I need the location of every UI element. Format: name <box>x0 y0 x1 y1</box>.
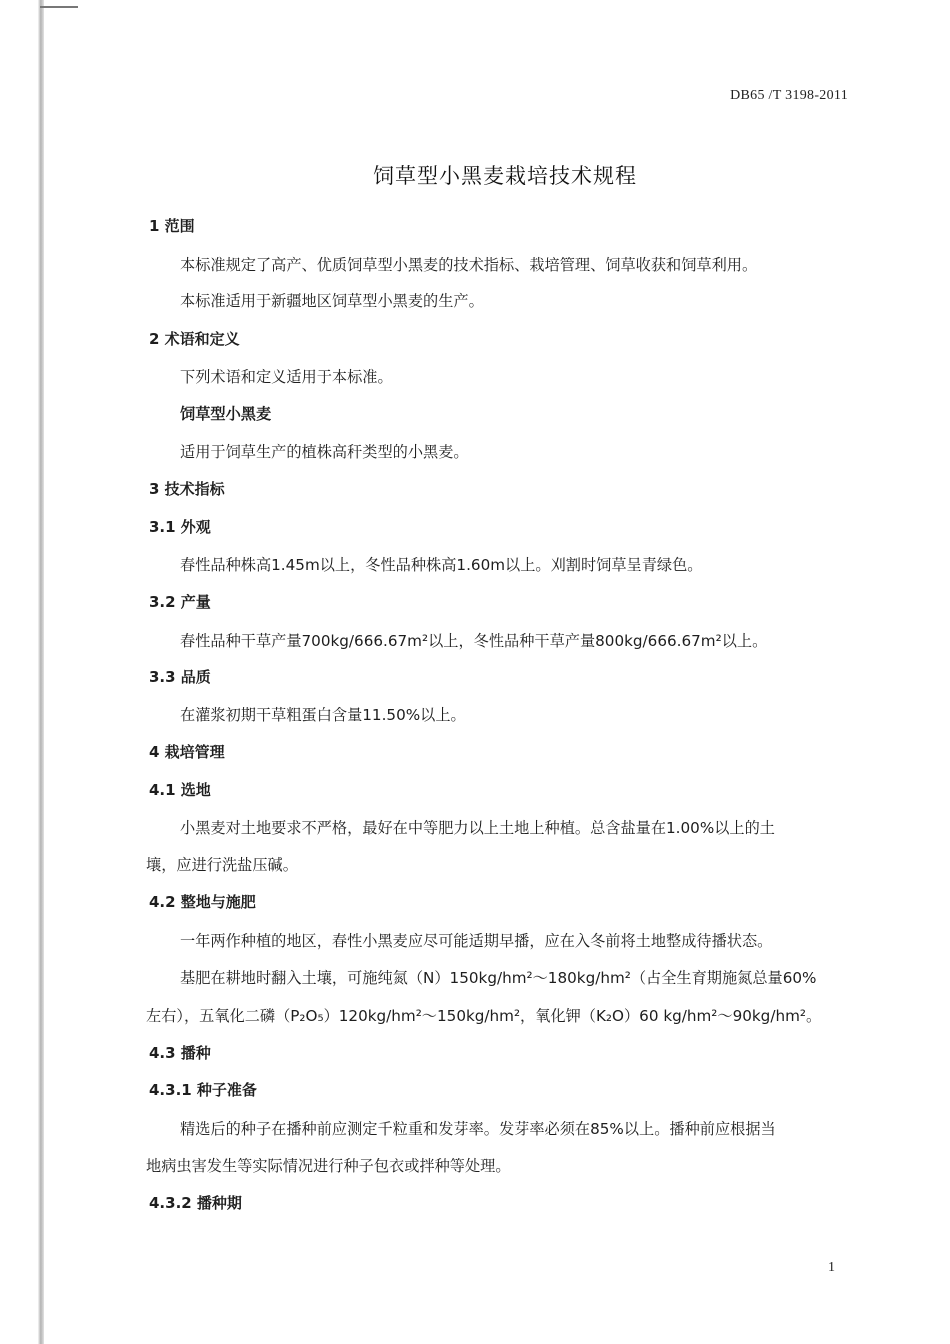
paragraph: 春性品种干草产量700kg/666.67m²以上，冬性品种干草产量800kg/666.67m²以上。 <box>180 632 768 650</box>
subsection-3-1-heading: 3.1 外观 <box>149 518 211 536</box>
paragraph: 下列术语和定义适用于本标准。 <box>180 368 393 386</box>
paragraph: 春性品种株高1.45m以上，冬性品种株高1.60m以上。刈割时饲草呈青绿色。 <box>180 556 703 574</box>
subsection-4-3-1-heading: 4.3.1 种子准备 <box>149 1081 257 1099</box>
paragraph-continuation: 左右），五氧化二磷（P₂O₅）120kg/hm²～150kg/hm²，氧化钾（K₂O）60 kg/hm²～90kg/hm²。 <box>146 1007 822 1025</box>
page-number: 1 <box>828 1260 835 1275</box>
subsection-4-3-2-heading: 4.3.2 播种期 <box>149 1194 242 1212</box>
section-2-heading: 2 术语和定义 <box>149 330 240 348</box>
scan-corner-mark <box>40 6 78 8</box>
paragraph-continuation: 地病虫害发生等实际情况进行种子包衣或拌种等处理。 <box>146 1157 511 1175</box>
paragraph: 本标准规定了高产、优质饲草型小黑麦的技术指标、栽培管理、饲草收获和饲草利用。 <box>180 256 758 274</box>
paragraph: 一年两作种植的地区，春性小黑麦应尽可能适期早播，应在入冬前将土地整成待播状态。 <box>180 932 773 950</box>
section-4-heading: 4 栽培管理 <box>149 743 225 761</box>
paragraph: 小黑麦对土地要求不严格，最好在中等肥力以上土地上种植。总含盐量在1.00%以上的土 <box>180 819 775 837</box>
section-3-heading: 3 技术指标 <box>149 480 225 498</box>
term-definition: 适用于饲草生产的植株高秆类型的小黑麦。 <box>180 443 469 461</box>
subsection-4-1-heading: 4.1 选地 <box>149 781 211 799</box>
section-1-heading: 1 范围 <box>149 217 195 235</box>
document-code: DB65 /T 3198-2011 <box>730 88 848 103</box>
subsection-3-2-heading: 3.2 产量 <box>149 593 211 611</box>
subsection-4-3-heading: 4.3 播种 <box>149 1044 211 1062</box>
paragraph: 精选后的种子在播种前应测定千粒重和发芽率。发芽率必须在85%以上。播种前应根据当 <box>180 1120 776 1138</box>
paragraph: 在灌浆初期干草粗蛋白含量11.50%以上。 <box>180 706 466 724</box>
subsection-4-2-heading: 4.2 整地与施肥 <box>149 893 256 911</box>
paragraph: 基肥在耕地时翻入土壤，可施纯氮（N）150kg/hm²～180kg/hm²（占全生育期施氮总量60% <box>180 969 817 987</box>
subsection-3-3-heading: 3.3 品质 <box>149 668 211 686</box>
document-title: 饲草型小黑麦栽培技术规程 <box>373 164 637 188</box>
paragraph: 本标准适用于新疆地区饲草型小黑麦的生产。 <box>180 292 484 310</box>
scan-binding-edge <box>38 0 44 1344</box>
term-name: 饲草型小黑麦 <box>180 405 272 423</box>
paragraph-continuation: 壤，应进行洗盐压碱。 <box>146 856 298 874</box>
